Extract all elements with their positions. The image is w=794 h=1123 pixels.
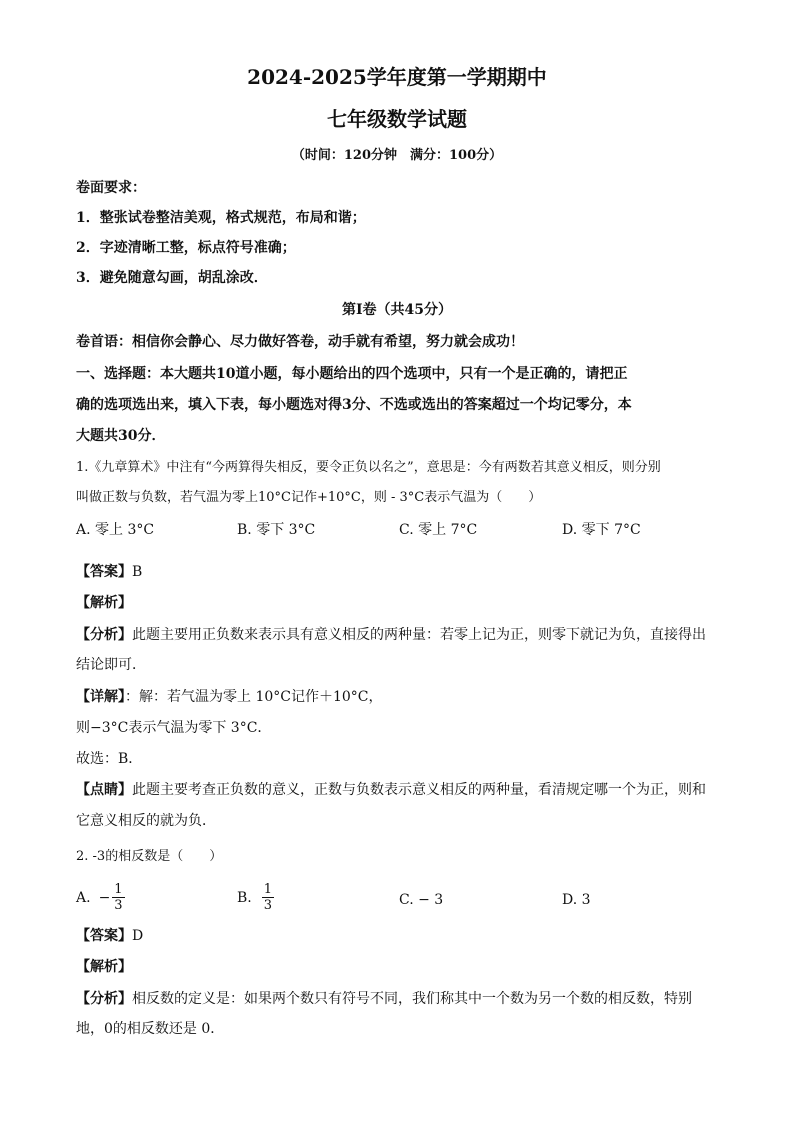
instruction-line: 大题共30分． xyxy=(76,428,166,444)
answer-value: B xyxy=(132,564,143,580)
exam-title: 2024-2025学年度第一学期期中 xyxy=(247,65,547,89)
fraction xyxy=(112,882,124,913)
q1-option-d: D. 零下 7°C xyxy=(562,522,641,538)
q1-stem-line: 1.《九章算术》中注有“今两算得失相反，要令正负以名之”，意思是：今有两数若其意义相反，则分别 xyxy=(76,460,661,475)
q1-choose: 故选：B． xyxy=(76,751,143,767)
instruction-line: 确的选项选出来，填入下表，每小题选对得3分、不选或选出的答案超过一个均记零分，本 xyxy=(76,397,632,413)
fenxi-tag: 【分析】 xyxy=(76,627,132,643)
requirement-item: 1．整张试卷整洁美观，格式规范，布局和谐； xyxy=(76,210,366,226)
q2-fenxi-cont: 地，0的相反数还是 0． xyxy=(76,1021,225,1037)
requirement-item: 3．避免随意勾画，胡乱涂改． xyxy=(76,270,268,286)
q2-analysis-tag: 【解析】 xyxy=(76,959,132,975)
q2-option-a xyxy=(76,882,125,913)
q2-fenxi xyxy=(76,989,692,1009)
q2-stem: 2. -3的相反数是（ ） xyxy=(76,849,223,864)
q1-option-c: C. 零上 7°C xyxy=(399,522,478,538)
q1-detail xyxy=(76,687,383,707)
q2-option-c: C. − 3 xyxy=(399,892,444,908)
requirements-heading: 卷面要求： xyxy=(76,180,146,196)
dianjing-tag: 【点睛】 xyxy=(76,782,132,798)
q1-option-b: B. 零下 3°C xyxy=(237,522,316,538)
q2-option-d: D. 3 xyxy=(562,892,591,908)
section-title: 第Ⅰ卷（共45分） xyxy=(341,302,453,318)
q1-stem-line: 叫做正数与负数，若气温为零上10°C记作+10°C，则 - 3°C表示气温为（ ） xyxy=(76,490,542,505)
q2-answer xyxy=(76,926,143,946)
q1-option-a: A. 零上 3°C xyxy=(76,522,155,538)
requirement-item: 2．字迹清晰工整，标点符号准确； xyxy=(76,240,296,256)
exam-subtitle: 七年级数学试题 xyxy=(327,107,467,131)
q1-dianjing xyxy=(76,780,706,800)
fenxi-tag: 【分析】 xyxy=(76,991,132,1007)
q2-option-b xyxy=(237,882,274,913)
detail-tag: 【详解】 xyxy=(76,689,125,705)
motto: 卷首语：相信你会静心、尽力做好答卷，动手就有希望，努力就会成功！ xyxy=(76,334,524,350)
fraction-denominator: 3 xyxy=(114,898,123,913)
fenxi-text: 此题主要用正负数来表示具有意义相反的两种量：若零上记为正，则零下就记为负，直接得出 xyxy=(132,627,706,643)
q1-fenxi xyxy=(76,625,706,645)
fraction-numerator: 1 xyxy=(114,882,123,897)
answer-tag: 【答案】 xyxy=(76,928,132,944)
q1-answer xyxy=(76,562,142,582)
instruction-line: 一、选择题：本大题共10道小题，每小题给出的四个选项中，只有一个是正确的，请把正 xyxy=(76,366,628,382)
q1-dianjing-cont: 它意义相反的就为负． xyxy=(76,813,216,829)
fenxi-text: 相反数的定义是：如果两个数只有符号不同，我们称其中一个数为另一个数的相反数，特别 xyxy=(132,991,692,1007)
dianjing-text: 此题主要考查正负数的意义，正数与负数表示意义相反的两种量，看清规定哪一个为正，则和 xyxy=(132,782,706,798)
fraction-denominator: 3 xyxy=(263,898,273,913)
option-label: A. xyxy=(76,889,91,906)
q1-detail-2: 则−3°C表示气温为零下 3°C． xyxy=(76,720,272,736)
q1-fenxi-cont: 结论即可． xyxy=(76,657,146,673)
exam-meta: （时间：120分钟 满分：100分） xyxy=(291,148,503,163)
fraction xyxy=(262,882,274,913)
answer-value: D xyxy=(132,928,144,944)
detail-text: ：解：若气温为零上 10°C记作＋10°C， xyxy=(125,689,383,705)
option-label: B. xyxy=(237,889,252,906)
q1-analysis-tag: 【解析】 xyxy=(76,595,132,611)
minus-sign: − xyxy=(98,889,111,906)
fraction-numerator: 1 xyxy=(263,882,273,897)
answer-tag: 【答案】 xyxy=(76,564,132,580)
